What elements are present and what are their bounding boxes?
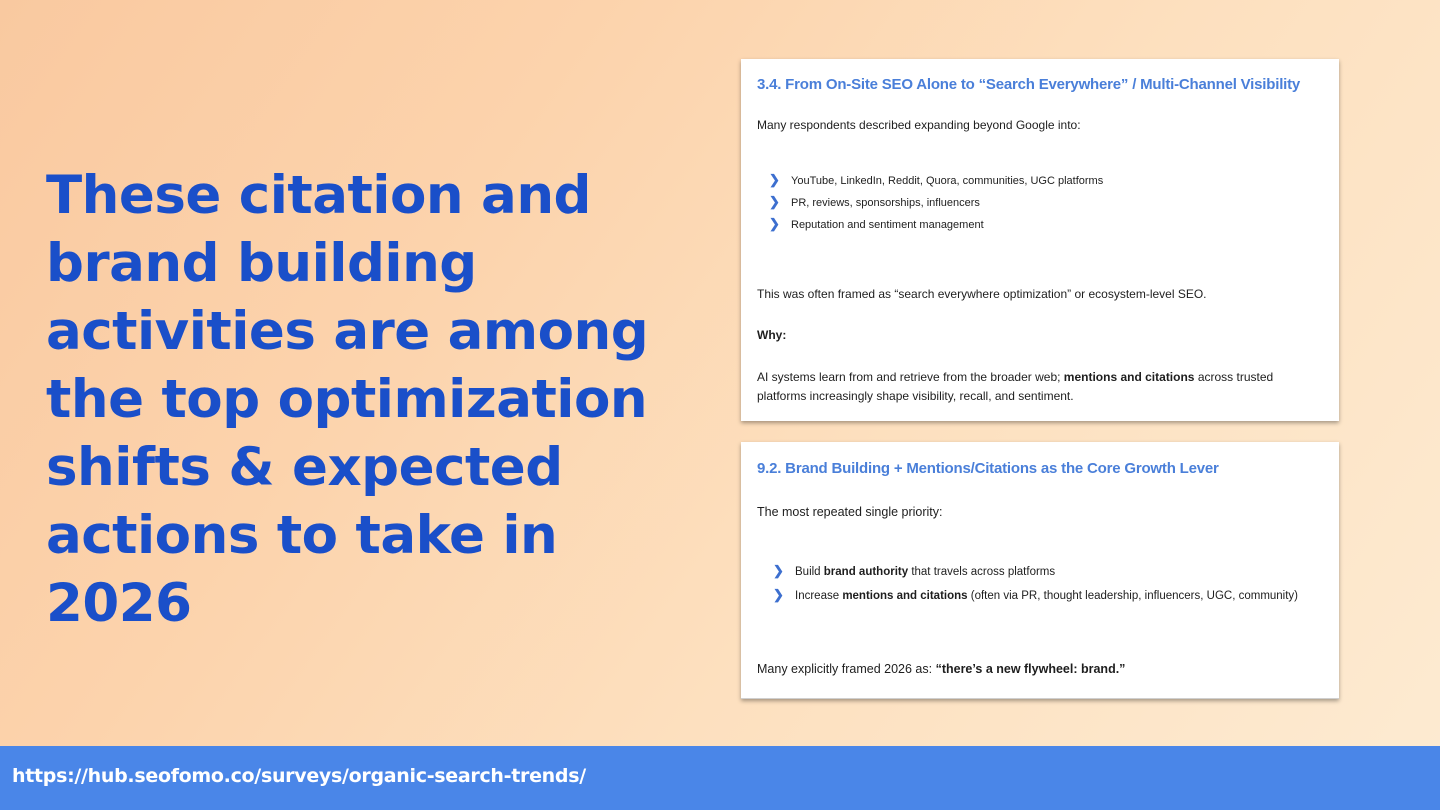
list-item: ❯ Increase mentions and citations (often via PR, thought leadership, influencers, UGC, community)	[773, 587, 1299, 602]
headline: These citation and brand building activities are among the top optimization shifts & expected actions to take in 2026	[46, 165, 649, 634]
framing-text: This was often framed as “search everywhere optimization” or ecosystem-level SEO.	[757, 287, 1207, 301]
chevron-right-icon: ❯	[773, 587, 784, 602]
chevron-right-icon: ❯	[773, 563, 784, 578]
chevron-right-icon: ❯	[769, 172, 780, 187]
survey-excerpt-card-brand-building	[741, 442, 1339, 699]
survey-excerpt-card-multichannel	[741, 59, 1339, 421]
closing-text: Many explicitly framed 2026 as: “there’s a new flywheel: brand.”	[757, 662, 1126, 676]
card-intro: Many respondents described expanding beyond Google into:	[757, 118, 1081, 132]
card-title: 9.2. Brand Building + Mentions/Citations as the Core Growth Lever	[757, 460, 1219, 477]
list-item: ❯ Build brand authority that travels across platforms	[773, 563, 1056, 578]
list-item: ❯ Reputation and sentiment management	[769, 216, 984, 231]
source-url-link[interactable]: https://hub.seofomo.co/surveys/organic-search-trends/	[12, 765, 586, 787]
list-item: ❯ PR, reviews, sponsorships, influencers	[769, 194, 980, 209]
card-title: 3.4. From On-Site SEO Alone to “Search Everywhere” / Multi-Channel Visibility	[757, 76, 1301, 93]
list-item: ❯ YouTube, LinkedIn, Reddit, Quora, communities, UGC platforms	[769, 172, 1104, 187]
card-intro: The most repeated single priority:	[757, 505, 943, 519]
chevron-right-icon: ❯	[769, 194, 780, 209]
footer-bar	[0, 746, 1440, 810]
chevron-right-icon: ❯	[769, 216, 780, 231]
why-label: Why:	[757, 328, 787, 342]
why-text: AI systems learn from and retrieve from the broader web; mentions and citations across trusted platforms increasingly shape visibility, recall, and sentiment.	[757, 370, 1274, 403]
